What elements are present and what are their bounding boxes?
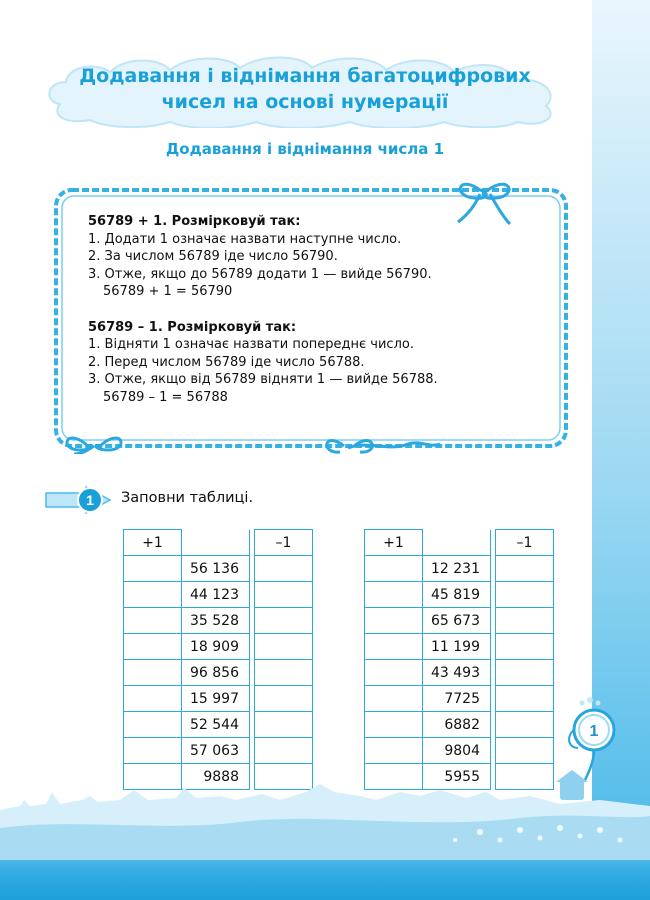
answer-cell-plus[interactable] (124, 608, 182, 634)
table-row (365, 712, 554, 738)
number-cell: 15 997 (182, 686, 250, 712)
rule-1-heading: 56789 + 1. Розмірковуй так: (88, 214, 301, 229)
town-skyline-icon (0, 770, 650, 860)
table-row (365, 738, 554, 764)
answer-cell-minus[interactable] (496, 608, 554, 634)
answer-cell-minus[interactable] (496, 738, 554, 764)
table-row (124, 686, 313, 712)
rule-2-line-2: 2. Перед числом 56789 іде число 56788. (88, 354, 365, 370)
answer-cell-plus[interactable] (124, 634, 182, 660)
number-cell: 45 819 (423, 582, 491, 608)
answer-cell-plus[interactable] (124, 686, 182, 712)
task-instruction: Заповни таблиці. (121, 490, 254, 506)
table-row (124, 634, 313, 660)
answer-cell-plus[interactable] (124, 582, 182, 608)
page-title (60, 63, 550, 115)
header-plus: +1 (365, 530, 423, 556)
table-row (124, 660, 313, 686)
answer-cell-plus[interactable] (365, 582, 423, 608)
table-row (124, 712, 313, 738)
rule-1-line-2: 2. За числом 56789 іде число 56790. (88, 249, 338, 264)
table-row (124, 556, 313, 582)
table-row (365, 660, 554, 686)
answer-cell-minus[interactable] (496, 686, 554, 712)
number-cell: 56 136 (182, 556, 250, 582)
table-row (365, 686, 554, 712)
answer-cell-minus[interactable] (255, 582, 313, 608)
table-row (124, 738, 313, 764)
answer-cell-minus[interactable] (255, 608, 313, 634)
table-row (365, 582, 554, 608)
answer-cell-minus[interactable] (496, 634, 554, 660)
task-number-badge (42, 483, 114, 517)
table-row (365, 608, 554, 634)
number-cell: 18 909 (182, 634, 250, 660)
header-minus: –1 (255, 530, 313, 556)
answer-cell-minus[interactable] (255, 660, 313, 686)
rule-2-heading: 56789 – 1. Розмірковуй так: (88, 319, 297, 335)
table-row (124, 608, 313, 634)
answer-cell-plus[interactable] (365, 556, 423, 582)
answer-cell-plus[interactable] (365, 634, 423, 660)
number-cell: 9804 (423, 738, 491, 764)
number-cell: 96 856 (182, 660, 250, 686)
number-cell: 12 231 (423, 556, 491, 582)
rule-2-line-3: 3. Отже, якщо від 56789 відняти 1 — вийде 56788. (88, 372, 438, 387)
section-subtitle: Додавання і віднімання числа 1 (165, 140, 445, 158)
answer-cell-minus[interactable] (255, 738, 313, 764)
page-title-line-1: Додавання і віднімання багатоцифрових (79, 65, 531, 87)
number-cell: 44 123 (182, 582, 250, 608)
number-cell: 6882 (423, 712, 491, 738)
answer-cell-plus[interactable] (365, 712, 423, 738)
answer-cell-minus[interactable] (496, 712, 554, 738)
answer-cell-plus[interactable] (365, 660, 423, 686)
number-cell: 9888 (182, 764, 250, 790)
task-number: 1 (86, 492, 94, 508)
answer-cell-minus[interactable] (255, 556, 313, 582)
table-row (365, 634, 554, 660)
number-cell: 43 493 (423, 660, 491, 686)
answer-cell-minus[interactable] (496, 660, 554, 686)
answer-cell-plus[interactable] (365, 608, 423, 634)
number-cell: 11 199 (423, 634, 491, 660)
answer-cell-minus[interactable] (496, 582, 554, 608)
number-cell: 5955 (423, 764, 491, 790)
answer-cell-plus[interactable] (365, 686, 423, 712)
rule-1-line-1: 1. Додати 1 означає назвати наступне число. (88, 231, 402, 247)
answer-cell-plus[interactable] (365, 738, 423, 764)
rule-1-line-4: 56789 + 1 = 56790 (103, 284, 233, 299)
rule-2-line-4: 56789 – 1 = 56788 (103, 389, 228, 405)
header-minus: –1 (496, 530, 554, 556)
answer-cell-plus[interactable] (124, 660, 182, 686)
answer-cell-plus[interactable] (124, 738, 182, 764)
table-row (124, 582, 313, 608)
page-number: 1 (589, 723, 599, 740)
rule-text-box (88, 213, 548, 406)
table-row (365, 556, 554, 582)
table-left (123, 529, 313, 790)
answer-cell-minus[interactable] (255, 686, 313, 712)
number-cell: 35 528 (182, 608, 250, 634)
page-title-line-2: чисел на основі нумерації (161, 91, 449, 113)
rule-1-line-3: 3. Отже, якщо до 56789 додати 1 — вийде 56790. (88, 266, 432, 282)
table-right (364, 529, 554, 790)
answer-cell-plus[interactable] (124, 556, 182, 582)
answer-cell-minus[interactable] (255, 712, 313, 738)
number-cell: 57 063 (182, 738, 250, 764)
number-cell: 52 544 (182, 712, 250, 738)
answer-cell-minus[interactable] (255, 634, 313, 660)
answer-cell-plus[interactable] (124, 712, 182, 738)
answer-cell-minus[interactable] (496, 556, 554, 582)
number-cell: 65 673 (423, 608, 491, 634)
rule-2-line-1: 1. Відняти 1 означає назвати попереднє число. (88, 337, 414, 352)
header-plus: +1 (124, 530, 182, 556)
number-cell: 7725 (423, 686, 491, 712)
